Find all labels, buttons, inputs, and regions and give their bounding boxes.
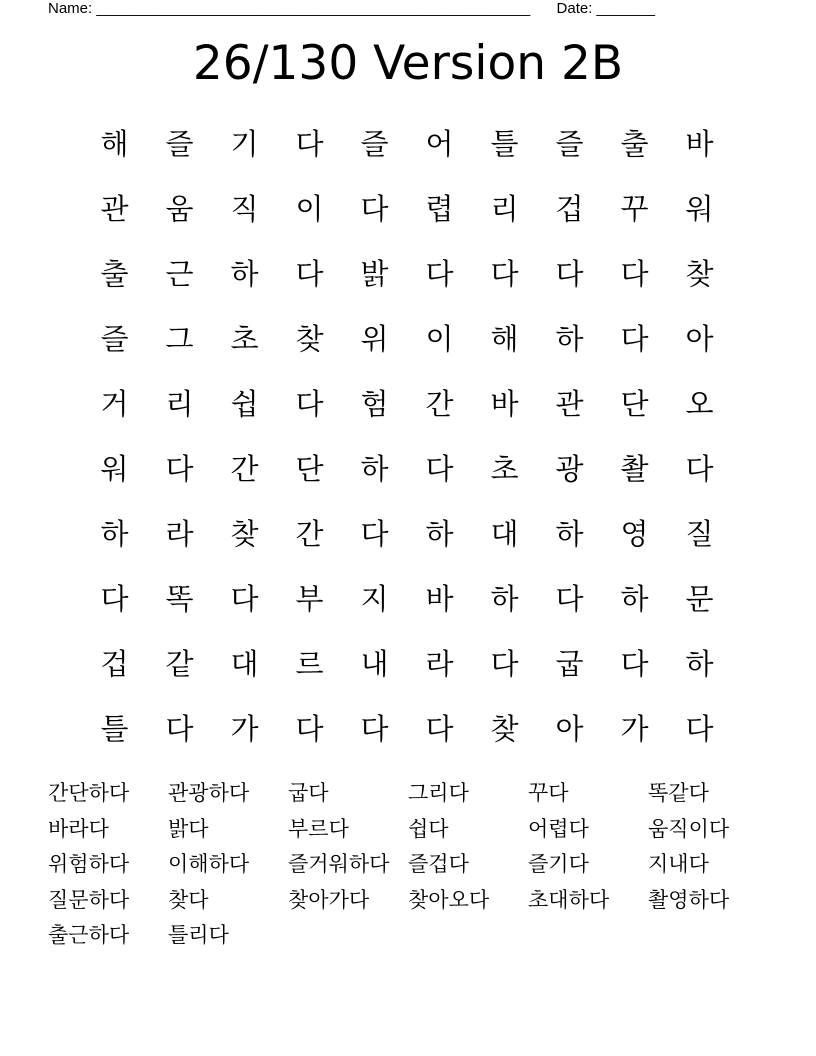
- grid-cell: 하: [230, 257, 259, 291]
- grid-cell: 라: [165, 517, 194, 551]
- grid-cell: 하: [685, 647, 714, 681]
- grid-cell: 내: [360, 647, 389, 681]
- grid-cell: 틀: [100, 712, 129, 746]
- grid-cell: 다: [230, 582, 259, 616]
- grid-cell: 위: [360, 322, 389, 356]
- grid-cell: 다: [295, 257, 324, 291]
- grid-cell: 다: [295, 387, 324, 421]
- grid-cell: 다: [165, 712, 194, 746]
- name-label: Name:: [48, 0, 93, 17]
- grid-cell: 직: [230, 192, 259, 226]
- word-list-item: 굽다: [288, 781, 329, 805]
- grid-cell: 다: [360, 517, 389, 551]
- grid-cell: 초: [230, 322, 259, 356]
- word-list-item: 간단하다: [48, 781, 130, 805]
- grid-cell: 아: [555, 712, 584, 746]
- word-list: [48, 776, 768, 954]
- grid-cell: 영: [620, 517, 649, 551]
- grid-cell: 굽: [555, 647, 584, 681]
- grid-cell: 하: [100, 517, 129, 551]
- grid-cell: 아: [685, 322, 714, 356]
- grid-cell: 다: [425, 257, 454, 291]
- word-list-item: 밝다: [168, 816, 209, 841]
- word-list-item: 즐겁다: [408, 852, 469, 876]
- grid-cell: 광: [555, 452, 584, 486]
- grid-cell: 대: [490, 517, 519, 551]
- word-list-item: 질문하다: [48, 887, 130, 912]
- grid-cell: 워: [100, 452, 129, 486]
- grid-cell: 바: [490, 387, 519, 421]
- grid-cell: 간: [230, 452, 259, 486]
- word-list-item: 쉽다: [408, 816, 449, 841]
- grid-cell: 움: [165, 192, 194, 226]
- grid-cell: 같: [165, 647, 194, 681]
- word-list-item: 이해하다: [168, 852, 250, 876]
- grid-cell: 초: [490, 452, 519, 486]
- grid-cell: 다: [685, 452, 714, 486]
- grid-cell: 오: [685, 387, 714, 421]
- grid-cell: 가: [230, 712, 259, 746]
- word-list-item: 즐거워하다: [288, 852, 390, 876]
- grid-cell: 다: [555, 582, 584, 616]
- grid-cell: 하: [620, 582, 649, 616]
- grid-cell: 찾: [230, 517, 259, 551]
- word-list-item: 찾아가다: [288, 887, 370, 912]
- grid-cell: 겁: [555, 192, 584, 226]
- word-list-item: 움직이다: [648, 816, 730, 841]
- grid-cell: 질: [685, 517, 714, 551]
- word-list-item: 찾아오다: [408, 887, 490, 912]
- grid-cell: 출: [620, 127, 649, 161]
- grid-cell: 다: [620, 257, 649, 291]
- grid-cell: 문: [685, 582, 714, 616]
- grid-cell: 다: [620, 647, 649, 681]
- grid-cell: 관: [555, 387, 584, 421]
- grid-cell: 대: [230, 647, 259, 681]
- date-label: Date:: [556, 0, 593, 17]
- grid-cell: 다: [295, 127, 324, 161]
- word-list-item: 찾다: [168, 887, 209, 912]
- grid-cell: 거: [100, 387, 129, 421]
- grid-cell: 하: [490, 582, 519, 616]
- grid-cell: 다: [490, 647, 519, 681]
- grid-cell: 다: [425, 452, 454, 486]
- grid-cell: 하: [360, 452, 389, 486]
- word-list-item: 꾸다: [528, 781, 569, 805]
- grid-cell: 해: [490, 322, 519, 356]
- grid-cell: 다: [165, 452, 194, 486]
- grid-cell: 겁: [100, 647, 129, 681]
- word-list-item: 초대하다: [528, 887, 610, 912]
- date-blank: _______: [596, 0, 655, 17]
- grid-cell: 하: [425, 517, 454, 551]
- grid-cell: 촬: [620, 452, 649, 486]
- grid-cell: 근: [165, 257, 194, 291]
- grid-cell: 바: [685, 127, 714, 161]
- grid-cell: 관: [100, 192, 129, 226]
- grid-cell: 다: [425, 712, 454, 746]
- grid-cell: 리: [165, 387, 194, 421]
- word-list-item: 어렵다: [528, 816, 589, 841]
- page-title: 26/130 Version 2B: [192, 36, 624, 91]
- name-date-header: [48, 0, 655, 18]
- grid-cell: 하: [555, 322, 584, 356]
- word-list-item: 즐기다: [528, 852, 589, 876]
- grid-cell: 이: [295, 192, 324, 226]
- grid-cell: 출: [100, 257, 129, 291]
- grid-cell: 다: [295, 712, 324, 746]
- grid-cell: 꾸: [620, 192, 649, 226]
- grid-cell: 워: [685, 192, 714, 226]
- grid-cell: 바: [425, 582, 454, 616]
- word-list-item: 똑같다: [648, 781, 709, 805]
- word-list-item: 출근하다: [48, 923, 130, 947]
- grid-cell: 다: [360, 192, 389, 226]
- grid-cell: 간: [295, 517, 324, 551]
- grid-cell: 다: [555, 257, 584, 291]
- grid-cell: 밝: [360, 257, 389, 291]
- grid-cell: 똑: [165, 582, 194, 616]
- grid-cell: 렵: [425, 192, 454, 226]
- grid-cell: 부: [295, 582, 324, 616]
- word-list-item: 틀리다: [168, 923, 229, 947]
- grid-cell: 그: [165, 322, 194, 356]
- word-list-item: 지내다: [648, 852, 709, 876]
- grid-cell: 리: [490, 192, 519, 226]
- grid-cell: 다: [620, 322, 649, 356]
- grid-cell: 쉽: [230, 387, 259, 421]
- grid-cell: 다: [685, 712, 714, 746]
- name-blank: ____________________________________________________: [96, 0, 531, 17]
- word-list-item: 관광하다: [168, 781, 250, 805]
- grid-cell: 르: [295, 647, 324, 681]
- grid-cell: 어: [425, 127, 454, 161]
- grid-cell: 다: [360, 712, 389, 746]
- grid-cell: 찾: [295, 322, 324, 356]
- word-list-item: 위험하다: [48, 852, 130, 876]
- grid-cell: 단: [295, 452, 324, 486]
- grid-cell: 다: [100, 582, 129, 616]
- grid-cell: 이: [425, 322, 454, 356]
- grid-cell: 찾: [490, 712, 519, 746]
- grid-cell: 간: [425, 387, 454, 421]
- word-list-item: 촬영하다: [648, 887, 730, 912]
- grid-cell: 즐: [360, 127, 389, 161]
- grid-cell: 즐: [100, 322, 129, 356]
- grid-cell: 다: [490, 257, 519, 291]
- grid-cell: 단: [620, 387, 649, 421]
- grid-cell: 해: [100, 127, 129, 161]
- grid-cell: 즐: [165, 127, 194, 161]
- word-list-item: 바라다: [48, 816, 109, 841]
- grid-cell: 가: [620, 712, 649, 746]
- word-list-item: 그리다: [408, 781, 469, 805]
- grid-cell: 험: [360, 387, 389, 421]
- letter-grid: [82, 110, 732, 760]
- grid-cell: 기: [230, 127, 259, 161]
- grid-cell: 즐: [555, 127, 584, 161]
- grid-cell: 하: [555, 517, 584, 551]
- grid-cell: 지: [360, 582, 389, 616]
- grid-cell: 틀: [490, 127, 519, 161]
- word-list-item: 부르다: [288, 816, 349, 841]
- grid-cell: 찾: [685, 257, 714, 291]
- grid-cell: 라: [425, 647, 454, 681]
